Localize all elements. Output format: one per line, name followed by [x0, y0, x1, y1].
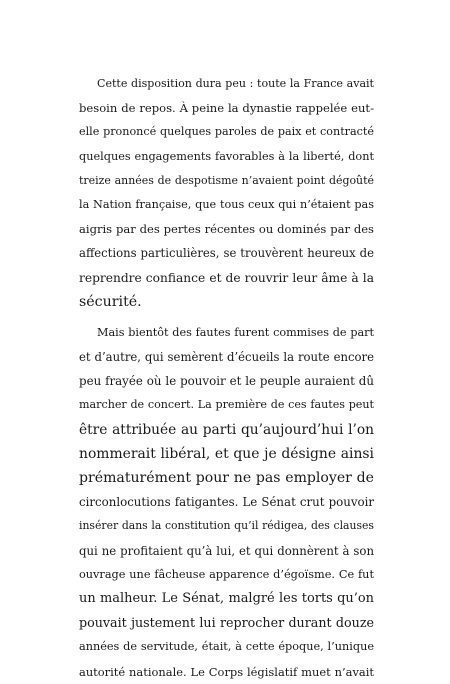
paragraph-line: pouvait justement lui reprocher durant douze [79, 615, 374, 631]
paragraph-line: Cette disposition dura peu : toute la France avait [97, 77, 374, 90]
paragraph-2 [79, 321, 374, 684]
paragraph-line: quelques engagements favorables à la liberté, dont [79, 149, 374, 163]
paragraph-line: peu frayée où le pouvoir et le peuple auraient dû [79, 374, 374, 389]
paragraph-line: et d’autre, qui semèrent d’écueils la route encore [79, 350, 374, 365]
paragraph-line: marcher de concert. La première de ces fautes peut [79, 398, 374, 412]
paragraph-line: aigris par des pertes récentes ou dominés par des [79, 222, 374, 237]
paragraph-line: affections particulières, se trouvèrent heureux de [79, 246, 374, 261]
paragraph-line: elle prononcé quelques paroles de paix et contracté [79, 125, 374, 139]
paragraph-line: années de servitude, était, à cette époque, l’unique [79, 640, 374, 654]
paragraph-line: treize années de despotisme n’avaient point dégoûté [79, 173, 374, 187]
paragraph-line: autorité nationale. Le Corps législatif muet n’avait [79, 664, 374, 679]
paragraph-line: un malheur. Le Sénat, malgré les torts qu’on [79, 590, 374, 606]
paragraph-1 [79, 72, 374, 314]
paragraph-line: qui ne profitaient qu’à lui, et qui donnèrent à son [79, 543, 374, 558]
paragraph-line: insérer dans la constitution qu’il rédigea, des clauses [79, 519, 374, 533]
paragraph-line: circonlocutions fatigantes. Le Sénat crut pouvoir [79, 495, 374, 510]
paragraph-line: besoin de repos. À peine la dynastie rappelée eut- [79, 101, 374, 116]
paragraph-line: sécurité. [79, 293, 142, 310]
paragraph-line: ouvrage une fâcheuse apparence d’égoïsme. Ce fut [79, 567, 374, 581]
paragraph-line: la Nation française, que tous ceux qui n’étaient pas [79, 197, 374, 211]
paragraph-line: nommerait libéral, et que je désigne ainsi [79, 445, 374, 462]
body-text [79, 72, 374, 684]
paragraph-line: être attribuée au parti qu’aujourd’hui l’on [79, 421, 374, 438]
paragraph-line: Mais bientôt des fautes furent commises de part [97, 325, 374, 339]
paragraph-line: reprendre confiance et de rouvrir leur âme à la [79, 270, 374, 285]
paragraph-spacer [79, 314, 374, 321]
paragraph-line: prématurément pour ne pas employer de [79, 470, 374, 486]
